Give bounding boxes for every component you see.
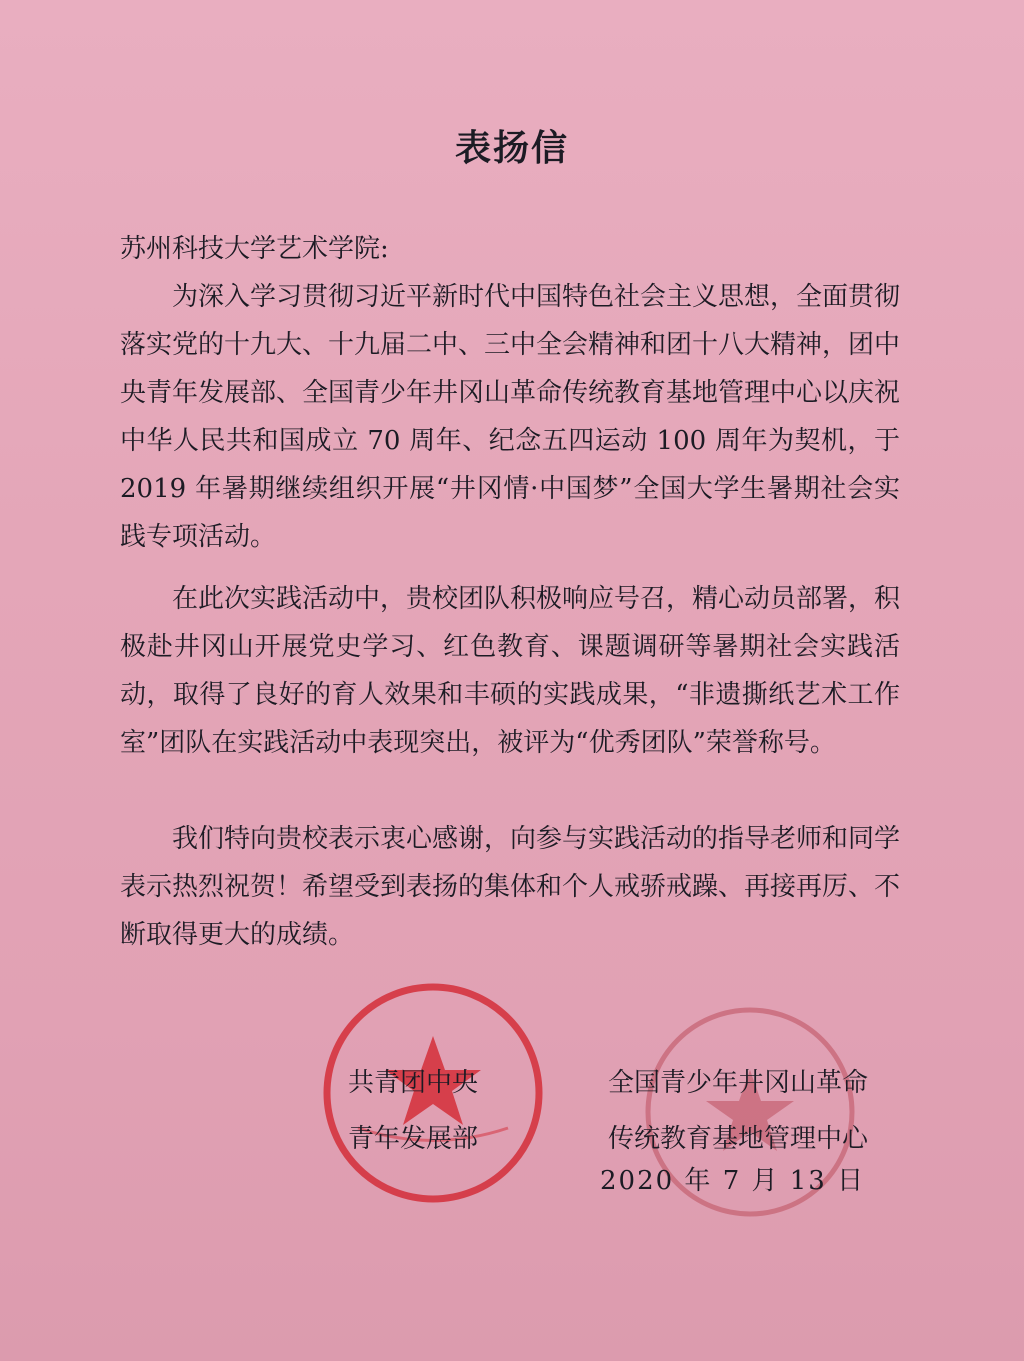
signature-right-line-2: 传统教育基地管理中心	[608, 1124, 869, 1154]
letter-date: 2020 年 7 月 13 日	[600, 1166, 866, 1196]
signature-right	[608, 1055, 868, 1167]
signature-left-line-2: 青年发展部	[348, 1124, 479, 1154]
paragraph-3-text: 我们特向贵校表示衷心感谢，向参与实践活动的指导老师和同学表示热烈祝贺！希望受到表扬的集体和个人戒骄戒躁、再接再厉、不断取得更大的成绩。	[120, 824, 901, 950]
salutation: 苏州科技大学艺术学院:	[120, 234, 389, 264]
paragraph-1-text: 为深入学习贯彻习近平新时代中国特色社会主义思想，全面贯彻落实党的十九大、十九届二中、三中全会精神和团十八大精神，团中央青年发展部、全国青少年井冈山革命传统教育基地管理中心以庆祝中华人民共和国成立 70 周年、纪念五四运动 100 周年为契机，于 2019 年暑期继续组织开展“井冈情·中国梦”全国大学生暑期社会实践专项活动。	[120, 282, 901, 552]
signature-left-line-1: 共青团中央	[348, 1068, 479, 1098]
paragraph-2	[120, 575, 900, 767]
signature-right-line-1: 全国青少年井冈山革命	[608, 1068, 869, 1098]
paragraph-1	[120, 273, 900, 561]
letter-title: 表扬信	[454, 128, 569, 169]
paragraph-2-text: 在此次实践活动中，贵校团队积极响应号召，精心动员部署，积极赴井冈山开展党史学习、红色教育、课题调研等暑期社会实践活动，取得了良好的育人效果和丰硕的实践成果，“非遗撕纸艺术工作室”团队在实践活动中表现突出，被评为“优秀团队”荣誉称号。	[120, 584, 901, 758]
signature-left	[348, 1055, 478, 1167]
paragraph-3	[120, 815, 900, 959]
